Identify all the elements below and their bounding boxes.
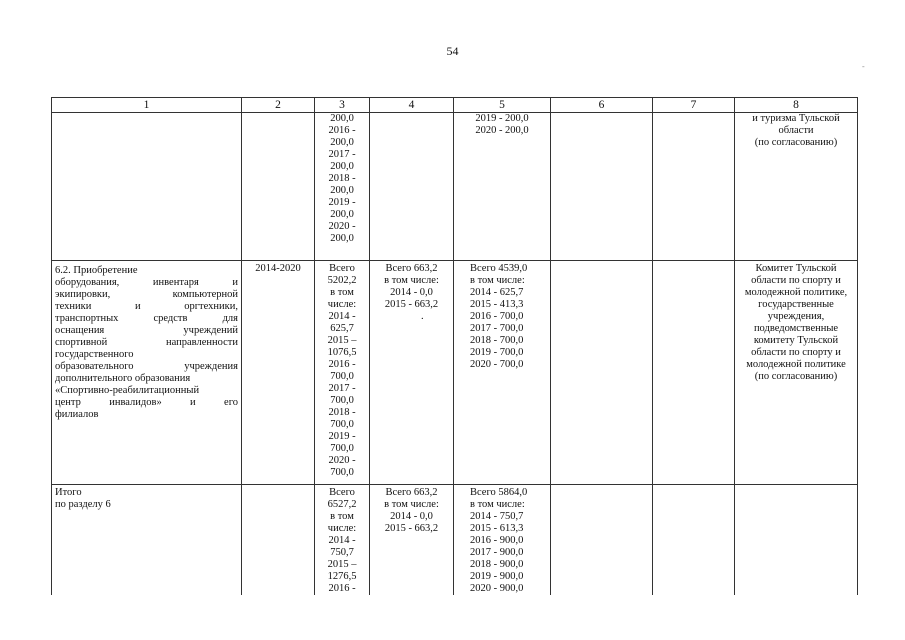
- cell-line: «Спортивно-реабилитационный: [55, 385, 200, 396]
- cell-line: Всего 663,2: [385, 487, 438, 498]
- cell-line: Всего 4539,0: [470, 263, 528, 274]
- row-c-col3: [315, 485, 370, 596]
- cell-line: 700,0: [330, 419, 354, 430]
- cell-line: 1276,5: [327, 571, 357, 582]
- table-row: [52, 113, 858, 261]
- cell-line: спортивной направленности: [55, 337, 238, 348]
- cell-line: (по согласованию): [754, 137, 838, 148]
- row-b-col4: [370, 261, 454, 485]
- cell-line: подведомственные: [753, 323, 839, 334]
- cell-line: 2015 –: [327, 559, 357, 570]
- cell-line: оснащения учреждений: [55, 325, 238, 336]
- table-row: [52, 485, 858, 596]
- row-a-col7: [653, 113, 735, 261]
- col-header-5: 5: [454, 98, 551, 113]
- cell-line: в том: [330, 511, 354, 522]
- cell-line: государственные: [758, 299, 834, 310]
- cell-line: 200,0: [330, 185, 354, 196]
- cell-line: 2020 - 200,0: [475, 125, 529, 136]
- cell-line: в том числе:: [470, 499, 525, 510]
- cell-line: области по спорту и: [751, 275, 841, 286]
- cell-line: 6527,2: [327, 499, 357, 510]
- cell-line: образовательного учреждения: [55, 361, 238, 372]
- cell-line: 2014 - 0,0: [390, 511, 433, 522]
- col-header-8: 8: [735, 98, 858, 113]
- cell-line: 700,0: [330, 371, 354, 382]
- header-row: [52, 98, 858, 113]
- cell-line: 2016 - 900,0: [470, 535, 524, 546]
- cell-line: 700,0: [330, 395, 354, 406]
- cell-line: 2020 - 900,0: [470, 583, 524, 594]
- cell-line: 200,0: [330, 209, 354, 220]
- cell-line: 2015 - 663,2: [384, 523, 439, 534]
- cell-line: 2020 - 700,0: [470, 359, 524, 370]
- col-header-1: 1: [52, 98, 242, 113]
- cell-line: 2017 - 900,0: [470, 547, 524, 558]
- cell-line: 750,7: [330, 547, 354, 558]
- cell-line: Всего 5864,0: [470, 487, 528, 498]
- row-b-col7: [653, 261, 735, 485]
- row-a-col3: [315, 113, 370, 261]
- cell-line: Всего 663,2: [385, 263, 438, 274]
- row-a-col6: [551, 113, 653, 261]
- cell-line: 2016 -: [328, 125, 356, 136]
- cell-line: 2019 - 900,0: [470, 571, 524, 582]
- cell-line: в том числе:: [384, 499, 439, 510]
- cell-line: 2016 -: [328, 359, 356, 370]
- page-number: 54: [446, 44, 459, 58]
- cell-line: 2015 - 663,2: [384, 299, 439, 310]
- cell-line: 2018 -: [328, 173, 356, 184]
- cell-line: 2017 - 700,0: [470, 323, 524, 334]
- col-header-7: 7: [653, 98, 735, 113]
- cell-line: молодежной политике: [746, 359, 846, 370]
- corner-mark: -: [862, 62, 865, 71]
- cell-line: 2014 - 0,0: [390, 287, 433, 298]
- col-header-4: 4: [370, 98, 454, 113]
- cell-line: 6.2. Приобретение: [55, 265, 138, 276]
- cell-line: 2018 - 700,0: [470, 335, 524, 346]
- row-c-col6: [551, 485, 653, 596]
- cell-line: по разделу 6: [55, 499, 111, 510]
- cell-line: числе:: [327, 523, 357, 534]
- cell-line: техники и оргтехники,: [55, 301, 238, 312]
- row-c-col5: [454, 485, 551, 596]
- cell-line: 200,0: [330, 233, 354, 244]
- cell-line: оборудования, инвентаря и: [55, 277, 238, 288]
- row-a-col5: [454, 113, 551, 261]
- cell-line: 700,0: [330, 443, 354, 454]
- cell-line: центр инвалидов» и его: [55, 397, 238, 408]
- cell-line: филиалов: [55, 409, 99, 420]
- table-row: [52, 261, 858, 485]
- cell-line: в том числе:: [384, 275, 439, 286]
- cell-line: области: [778, 125, 814, 136]
- cell-line: 2019 -: [328, 197, 356, 208]
- cell-line: в том числе:: [470, 275, 525, 286]
- row-b-col5: [454, 261, 551, 485]
- cell-line: 2017 -: [328, 383, 356, 394]
- cell-line: 5202,2: [327, 275, 357, 286]
- col-header-3: 3: [315, 98, 370, 113]
- row-b-col1: [52, 261, 242, 485]
- cell-line: дополнительного образования: [55, 373, 191, 384]
- col-header-2: 2: [242, 98, 315, 113]
- cell-line: государственного: [55, 349, 134, 360]
- cell-line: 2019 - 200,0: [475, 113, 529, 124]
- cell-line: 700,0: [330, 467, 354, 478]
- cell-line: 1076,5: [327, 347, 357, 358]
- cell-line: транспортных средств для: [55, 313, 238, 324]
- row-b-col8: [735, 261, 858, 485]
- cell-line: 2015 - 413,3: [470, 299, 524, 310]
- col-header-6: 6: [551, 98, 653, 113]
- cell-line: 2020 -: [328, 221, 356, 232]
- cell-line: молодежной политике,: [744, 287, 848, 298]
- row-c-col7: [653, 485, 735, 596]
- cell-line: 2016 -: [328, 583, 356, 594]
- cell-line: 2014 - 625,7: [470, 287, 524, 298]
- row-b-col2: 2014-2020: [242, 261, 315, 485]
- cell-line: 2015 - 613,3: [470, 523, 524, 534]
- row-b-col3: [315, 261, 370, 485]
- cell-line: 200,0: [330, 113, 354, 124]
- row-c-col4: [370, 485, 454, 596]
- cell-line: 2014 - 750,7: [470, 511, 524, 522]
- cell-line: 2020 -: [328, 455, 356, 466]
- row-a-col4: [370, 113, 454, 261]
- cell-line: 2018 - 900,0: [470, 559, 524, 570]
- row-c-col1: [52, 485, 242, 596]
- cell-line: 625,7: [330, 323, 354, 334]
- row-a-col2: [242, 113, 315, 261]
- cell-line: 2018 -: [328, 407, 356, 418]
- cell-line: и туризма Тульской: [752, 113, 840, 124]
- cell-line: 2017 -: [328, 149, 356, 160]
- cell-line: экипировки, компьютерной: [55, 289, 238, 300]
- cell-line: Всего: [329, 263, 355, 274]
- row-a-col1: [52, 113, 242, 261]
- cell-line: Итого: [55, 487, 82, 498]
- cell-line: 2014 -: [328, 535, 356, 546]
- cell-line: 2019 -: [328, 431, 356, 442]
- cell-line: 200,0: [330, 161, 354, 172]
- cell-line: числе:: [327, 299, 357, 310]
- row-c-col8: [735, 485, 858, 596]
- row-c-col2: [242, 485, 315, 596]
- row-a-col8: [735, 113, 858, 261]
- cell-line: Всего: [329, 487, 355, 498]
- cell-line: 2015 –: [327, 335, 357, 346]
- cell-line: .: [421, 311, 424, 322]
- cell-line: (по согласованию): [754, 371, 838, 382]
- cell-line: 2016 - 700,0: [470, 311, 524, 322]
- cell-line: комитету Тульской: [753, 335, 839, 346]
- cell-line: области по спорту и: [751, 347, 841, 358]
- cell-line: Комитет Тульской: [755, 263, 837, 274]
- cell-line: учреждения,: [767, 311, 825, 322]
- cell-line: 200,0: [330, 137, 354, 148]
- cell-line: 2014 -: [328, 311, 356, 322]
- program-table: [51, 97, 858, 595]
- row-b-col6: [551, 261, 653, 485]
- cell-line: 2019 - 700,0: [470, 347, 524, 358]
- cell-line: в том: [330, 287, 354, 298]
